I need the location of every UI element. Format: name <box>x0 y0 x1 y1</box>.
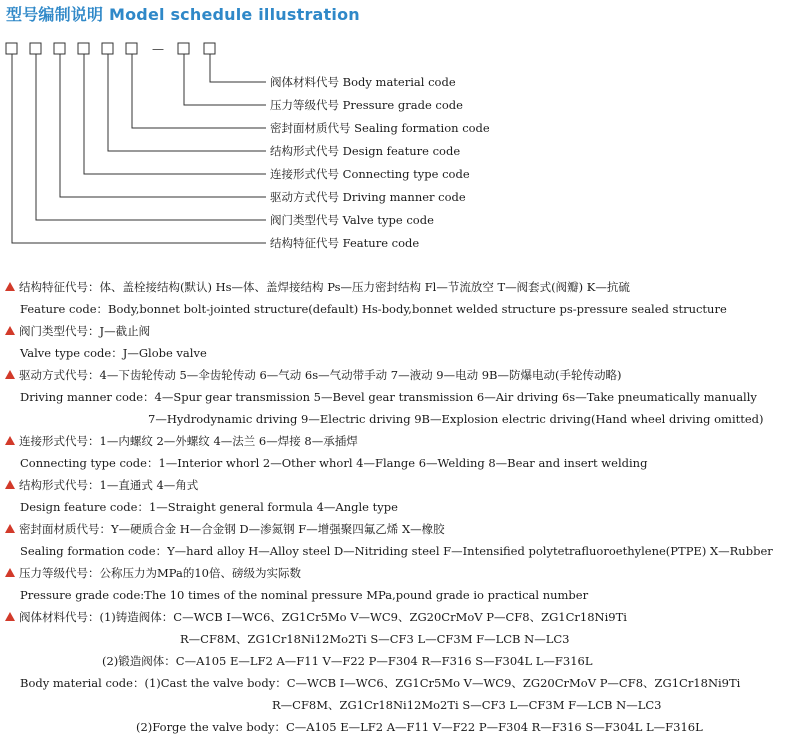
section-line: Design feature code：1—Straight general formula 4—Angle type <box>20 500 398 514</box>
bullet-triangle-icon <box>5 326 15 335</box>
label-pressure-grade: 压力等级代号 Pressure grade code <box>270 98 463 112</box>
section-line: Feature code：Body,bonnet bolt-jointed structure(default) Hs-body,bonnet welded structure ps-pressure sealed structure <box>20 302 727 316</box>
section-line: Connecting type code：1—Interior whorl 2—Other whorl 4—Flange 6—Welding 8—Bear and insert welding <box>20 456 648 470</box>
section-header-sealing-formation: 密封面材质代号：Y—硬质合金 H—合金钢 D—渗氮钢 F—增强聚四氟乙烯 X—橡胶 <box>5 522 445 536</box>
section-line: Pressure grade code:The 10 times of the nominal pressure MPa,pound grade io practical number <box>20 588 589 602</box>
section-header-design-feature: 结构形式代号：1—直通式 4—角式 <box>5 478 198 492</box>
label-design-feature: 结构形式代号 Design feature code <box>270 144 461 158</box>
label-sealing-formation: 密封面材质代号 Sealing formation code <box>270 121 490 135</box>
section-header-connecting-type: 连接形式代号：1—内螺纹 2—外螺纹 4—法兰 6—焊接 8—承插焊 <box>5 434 358 448</box>
section-header-valve-type: 阀门类型代号：J—截止阀 <box>5 324 150 338</box>
code-box-4 <box>78 43 89 54</box>
bullet-triangle-icon <box>5 568 15 577</box>
section-line: (2)Forge the valve body：C—A105 E—LF2 A—F11 V—F22 P—F304 R—F316 S—F304L L—F316L <box>136 720 703 734</box>
bullet-triangle-icon <box>5 480 15 489</box>
label-driving-manner: 驱动方式代号 Driving manner code <box>270 190 466 204</box>
bullet-triangle-icon <box>5 524 15 533</box>
leader-sealing-formation <box>132 54 266 128</box>
section-header-feature: 结构特征代号：体、盖栓接结构(默认) Hs—体、盖焊接结构 Ps—压力密封结构 Fl—节流放空 T—阀套式(阀瓣) K—抗硫 <box>5 280 630 294</box>
section-header-pressure-grade: 压力等级代号：公称压力为MPa的10倍、磅级为实际数 <box>5 566 301 580</box>
section-line: Driving manner code：4—Spur gear transmission 5—Bevel gear transmission 6—Air driving 6s—Take pneumatically manually <box>20 390 757 404</box>
bullet-triangle-icon <box>5 370 15 379</box>
leader-valve-type <box>36 54 266 220</box>
bullet-triangle-icon <box>5 612 15 621</box>
label-body-material: 阀体材料代号 Body material code <box>270 75 456 89</box>
code-box-5 <box>102 43 113 54</box>
section-line: R—CF8M、ZG1Cr18Ni12Mo2Ti S—CF3 L—CF3M F—LCB N—LC3 <box>272 698 662 712</box>
label-connecting-type: 连接形式代号 Connecting type code <box>270 167 470 181</box>
code-box-3 <box>54 43 65 54</box>
leader-driving-manner <box>60 54 266 197</box>
code-box-6 <box>126 43 137 54</box>
leader-connecting-type <box>84 54 266 174</box>
code-separator: — <box>152 42 164 56</box>
page-title: 型号编制说明 Model schedule illustration <box>6 5 360 24</box>
section-line: Body material code：(1)Cast the valve body：C—WCB I—WC6、ZG1Cr5Mo V—WC9、ZG20CrMoV P—CF8、ZG1Cr18Ni9Ti <box>20 676 741 690</box>
code-box-7 <box>178 43 189 54</box>
section-line: R—CF8M、ZG1Cr18Ni12Mo2Ti S—CF3 L—CF3M F—LCB N—LC3 <box>180 632 570 646</box>
section-header-driving-manner: 驱动方式代号：4—下齿轮传动 5—伞齿轮传动 6—气动 6s—气动带手动 7—液动 9—电动 9B—防爆电动(手轮传动略) <box>5 368 621 382</box>
bullet-triangle-icon <box>5 282 15 291</box>
label-feature: 结构特征代号 Feature code <box>270 236 420 250</box>
code-box-8 <box>204 43 215 54</box>
section-line: 7—Hydrodynamic driving 9—Electric driving 9B—Explosion electric driving(Hand wheel driving omitted) <box>148 412 764 426</box>
section-line: Valve type code：J—Globe valve <box>20 346 207 360</box>
section-line: Sealing formation code：Y—hard alloy H—Alloy steel D—Nitriding steel F—Intensified polytetrafluoroethylene(PTPE) X—Rubber <box>20 544 773 558</box>
label-valve-type: 阀门类型代号 Valve type code <box>270 213 434 227</box>
section-header-body-material: 阀体材料代号：(1)铸造阀体：C—WCB I—WC6、ZG1Cr5Mo V—WC9、ZG20CrMoV P—CF8、ZG1Cr18Ni9Ti <box>5 610 627 624</box>
code-box-1 <box>6 43 17 54</box>
leader-pressure-grade <box>184 54 266 105</box>
leader-body-material <box>210 54 266 82</box>
section-line: (2)锻造阀体：C—A105 E—LF2 A—F11 V—F22 P—F304 R—F316 S—F304L L—F316L <box>102 654 593 668</box>
bullet-triangle-icon <box>5 436 15 445</box>
code-box-2 <box>30 43 41 54</box>
